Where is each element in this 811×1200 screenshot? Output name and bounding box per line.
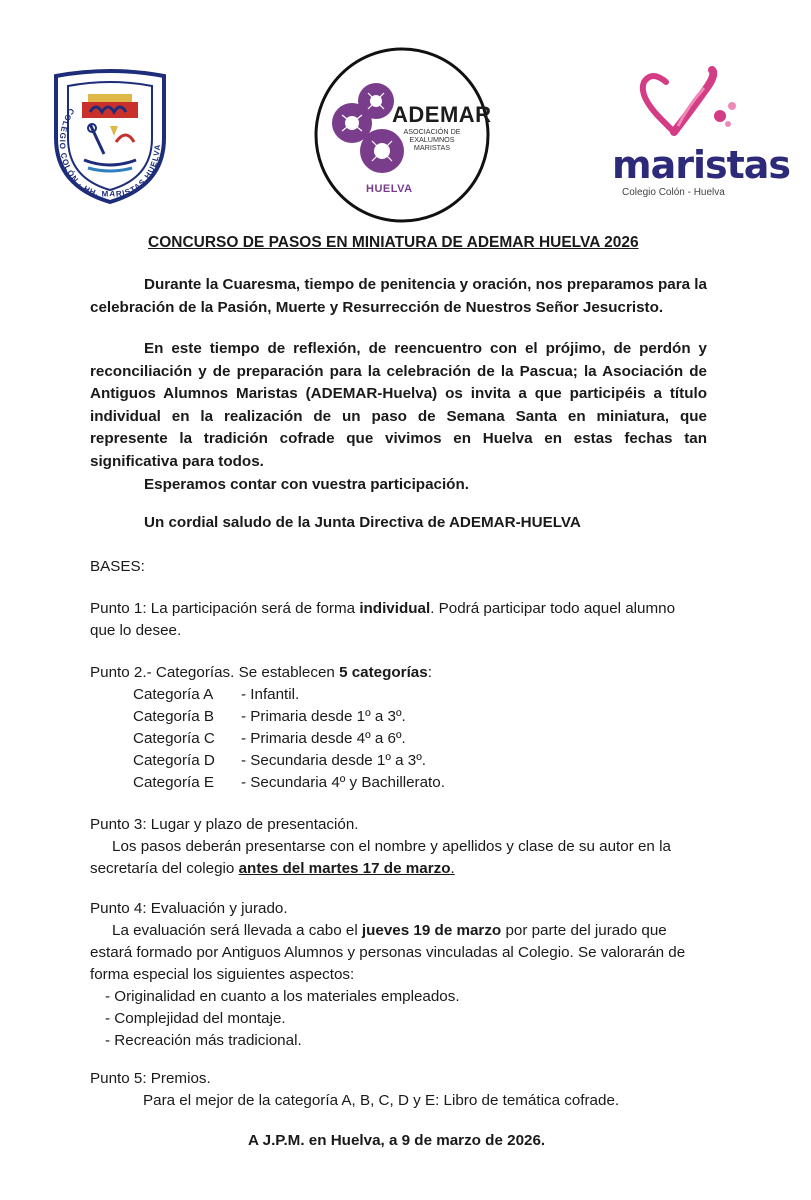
colegio-arc-text: COLEGIO COLÓN · HH. MARISTAS HUELVA	[57, 106, 163, 199]
punto3-deadline: antes del martes 17 de marzo	[238, 860, 451, 877]
category-row: Categoría A - Infantil.	[133, 686, 300, 703]
punto1-bold: individual	[359, 600, 431, 617]
signature-line: A J.P.M. en Huelva, a 9 de marzo de 2026.	[248, 1132, 546, 1149]
punto3-heading: Punto 3: Lugar y plazo de presentación.	[90, 816, 359, 833]
punto4-date: jueves 19 de marzo	[361, 922, 502, 939]
document-title: CONCURSO DE PASOS EN MINIATURA DE ADEMAR HUELVA 2026	[148, 234, 639, 251]
category-row: Categoría D - Secundaria desde 1º a 3º.	[133, 752, 427, 769]
category-row: Categoría E - Secundaria 4º y Bachillerato.	[133, 774, 445, 791]
ademar-city: HUELVA	[366, 183, 413, 195]
bases-label: BASES:	[90, 558, 145, 575]
punto5-heading: Punto 5: Premios.	[90, 1070, 211, 1087]
punto4-aspect: - Recreación más tradicional.	[105, 1032, 302, 1049]
punto2-heading: Punto 2.- Categorías. Se establecen 5 categorías:	[90, 664, 432, 681]
punto4-line2: estará formado por Antiguos Alumnos y personas vinculadas al Colegio. Se valorarán de	[90, 944, 686, 961]
intro-p2: En este tiempo de reflexión, de reencuentro con el prójimo, de perdón y reconciliación y de preparación para la celebración de la Pascua; la Asociación de Antiguos Alumnos Maristas (ADEMAR-Huelva) os invita a que participéis a título individual en la realización de un paso de Semana Santa en miniatura, que represente la tradición cofrade que vivimos en Huelva en estas fechas tan significativa para todos.	[90, 340, 707, 470]
category-row: Categoría C - Primaria desde 4º a 6º.	[133, 730, 406, 747]
punto1-line2: que lo desee.	[90, 622, 182, 639]
punto4-aspect: - Complejidad del montaje.	[105, 1010, 286, 1027]
intro-p1-line2: celebración de la Pasión, Muerte y Resurrección de Nuestros Señor Jesucristo.	[90, 299, 664, 316]
ademar-subtitle: ASOCIACIÓN DE EXALUMNOS MARISTAS	[403, 127, 461, 152]
colegio-colon-shield-logo	[48, 68, 172, 204]
ademar-name: ADEMAR	[392, 102, 492, 127]
punto4-heading: Punto 4: Evaluación y jurado.	[90, 900, 288, 917]
intro-p3: Esperamos contar con vuestra participación.	[144, 476, 469, 493]
punto1-line1: Punto 1: La participación será de forma individual. Podrá participar todo aquel alumno	[90, 600, 676, 617]
punto5-line1: Para el mejor de la categoría A, B, C, D y E: Libro de temática cofrade.	[143, 1092, 620, 1109]
intro-p1-line1: Durante la Cuaresma, tiempo de penitencia y oración, nos preparamos para la	[144, 276, 707, 293]
punto3-line1: Los pasos deberán presentarse con el nombre y apellidos y clase de su autor en la	[112, 838, 671, 855]
punto4-line1: La evaluación será llevada a cabo el jueves 19 de marzo por parte del jurado que	[112, 922, 667, 939]
punto2-bold: 5 categorías	[339, 664, 428, 681]
punto4-line3: forma especial los siguientes aspectos:	[90, 966, 355, 983]
maristas-subtitle: Colegio Colón - Huelva	[622, 187, 725, 198]
maristas-wordmark: maristas	[612, 143, 791, 187]
category-row: Categoría B - Primaria desde 1º a 3º.	[133, 708, 406, 725]
punto4-aspect: - Originalidad en cuanto a los materiales empleados.	[105, 988, 460, 1005]
intro-p4: Un cordial saludo de la Junta Directiva de ADEMAR-HUELVA	[144, 514, 581, 531]
punto3-line2: secretaría del colegio antes del martes 17 de marzo.	[90, 860, 455, 877]
